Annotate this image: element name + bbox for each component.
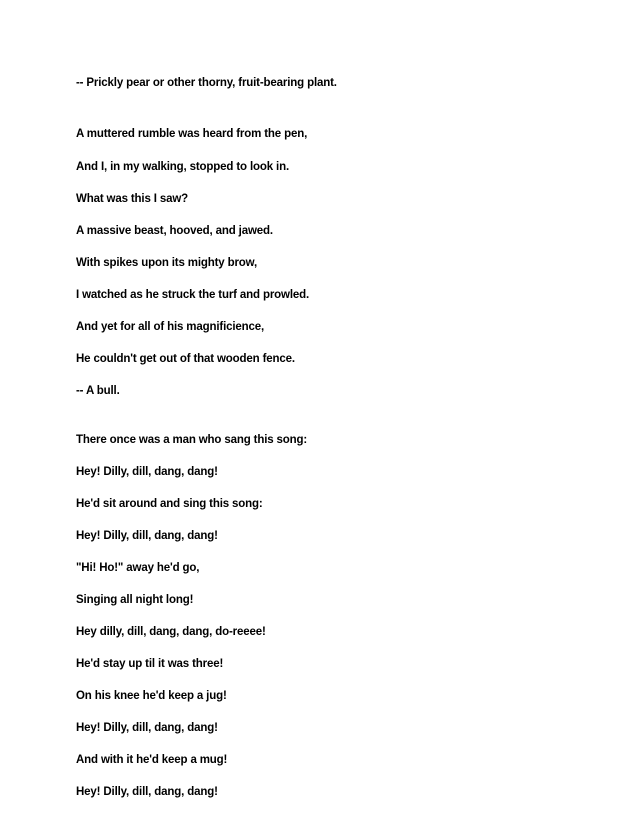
- song-line: Hey dilly, dill, dang, dang, do-reeee!: [76, 626, 266, 638]
- poem-line: I watched as he struck the turf and prowled.: [76, 289, 310, 301]
- song-line: He'd sit around and sing this song:: [76, 498, 263, 510]
- song-line: Hey! Dilly, dill, dang, dang!: [76, 786, 218, 798]
- riddle-answer-bull: -- A bull.: [76, 385, 120, 397]
- song-line: Hey! Dilly, dill, dang, dang!: [76, 722, 218, 734]
- song-line: Hey! Dilly, dill, dang, dang!: [76, 530, 218, 542]
- song-line: He'd stay up til it was three!: [76, 658, 224, 670]
- poem-line: A muttered rumble was heard from the pen,: [76, 128, 308, 140]
- song-line: There once was a man who sang this song:: [76, 434, 308, 446]
- poem-line: And yet for all of his magnificience,: [76, 321, 265, 333]
- poem-line: With spikes upon its mighty brow,: [76, 257, 258, 269]
- song-line: Singing all night long!: [76, 594, 194, 606]
- song-line: On his knee he'd keep a jug!: [76, 690, 227, 702]
- poem-line: And I, in my walking, stopped to look in.: [76, 161, 289, 173]
- song-line: Hey! Dilly, dill, dang, dang!: [76, 466, 218, 478]
- poem-line: He couldn't get out of that wooden fence.: [76, 353, 295, 365]
- poem-line: What was this I saw?: [76, 193, 189, 205]
- song-line: And with it he'd keep a mug!: [76, 754, 228, 766]
- song-line: "Hi! Ho!" away he'd go,: [76, 562, 200, 574]
- riddle-answer-plant: -- Prickly pear or other thorny, fruit-bearing plant.: [76, 77, 337, 89]
- poem-line: A massive beast, hooved, and jawed.: [76, 225, 273, 237]
